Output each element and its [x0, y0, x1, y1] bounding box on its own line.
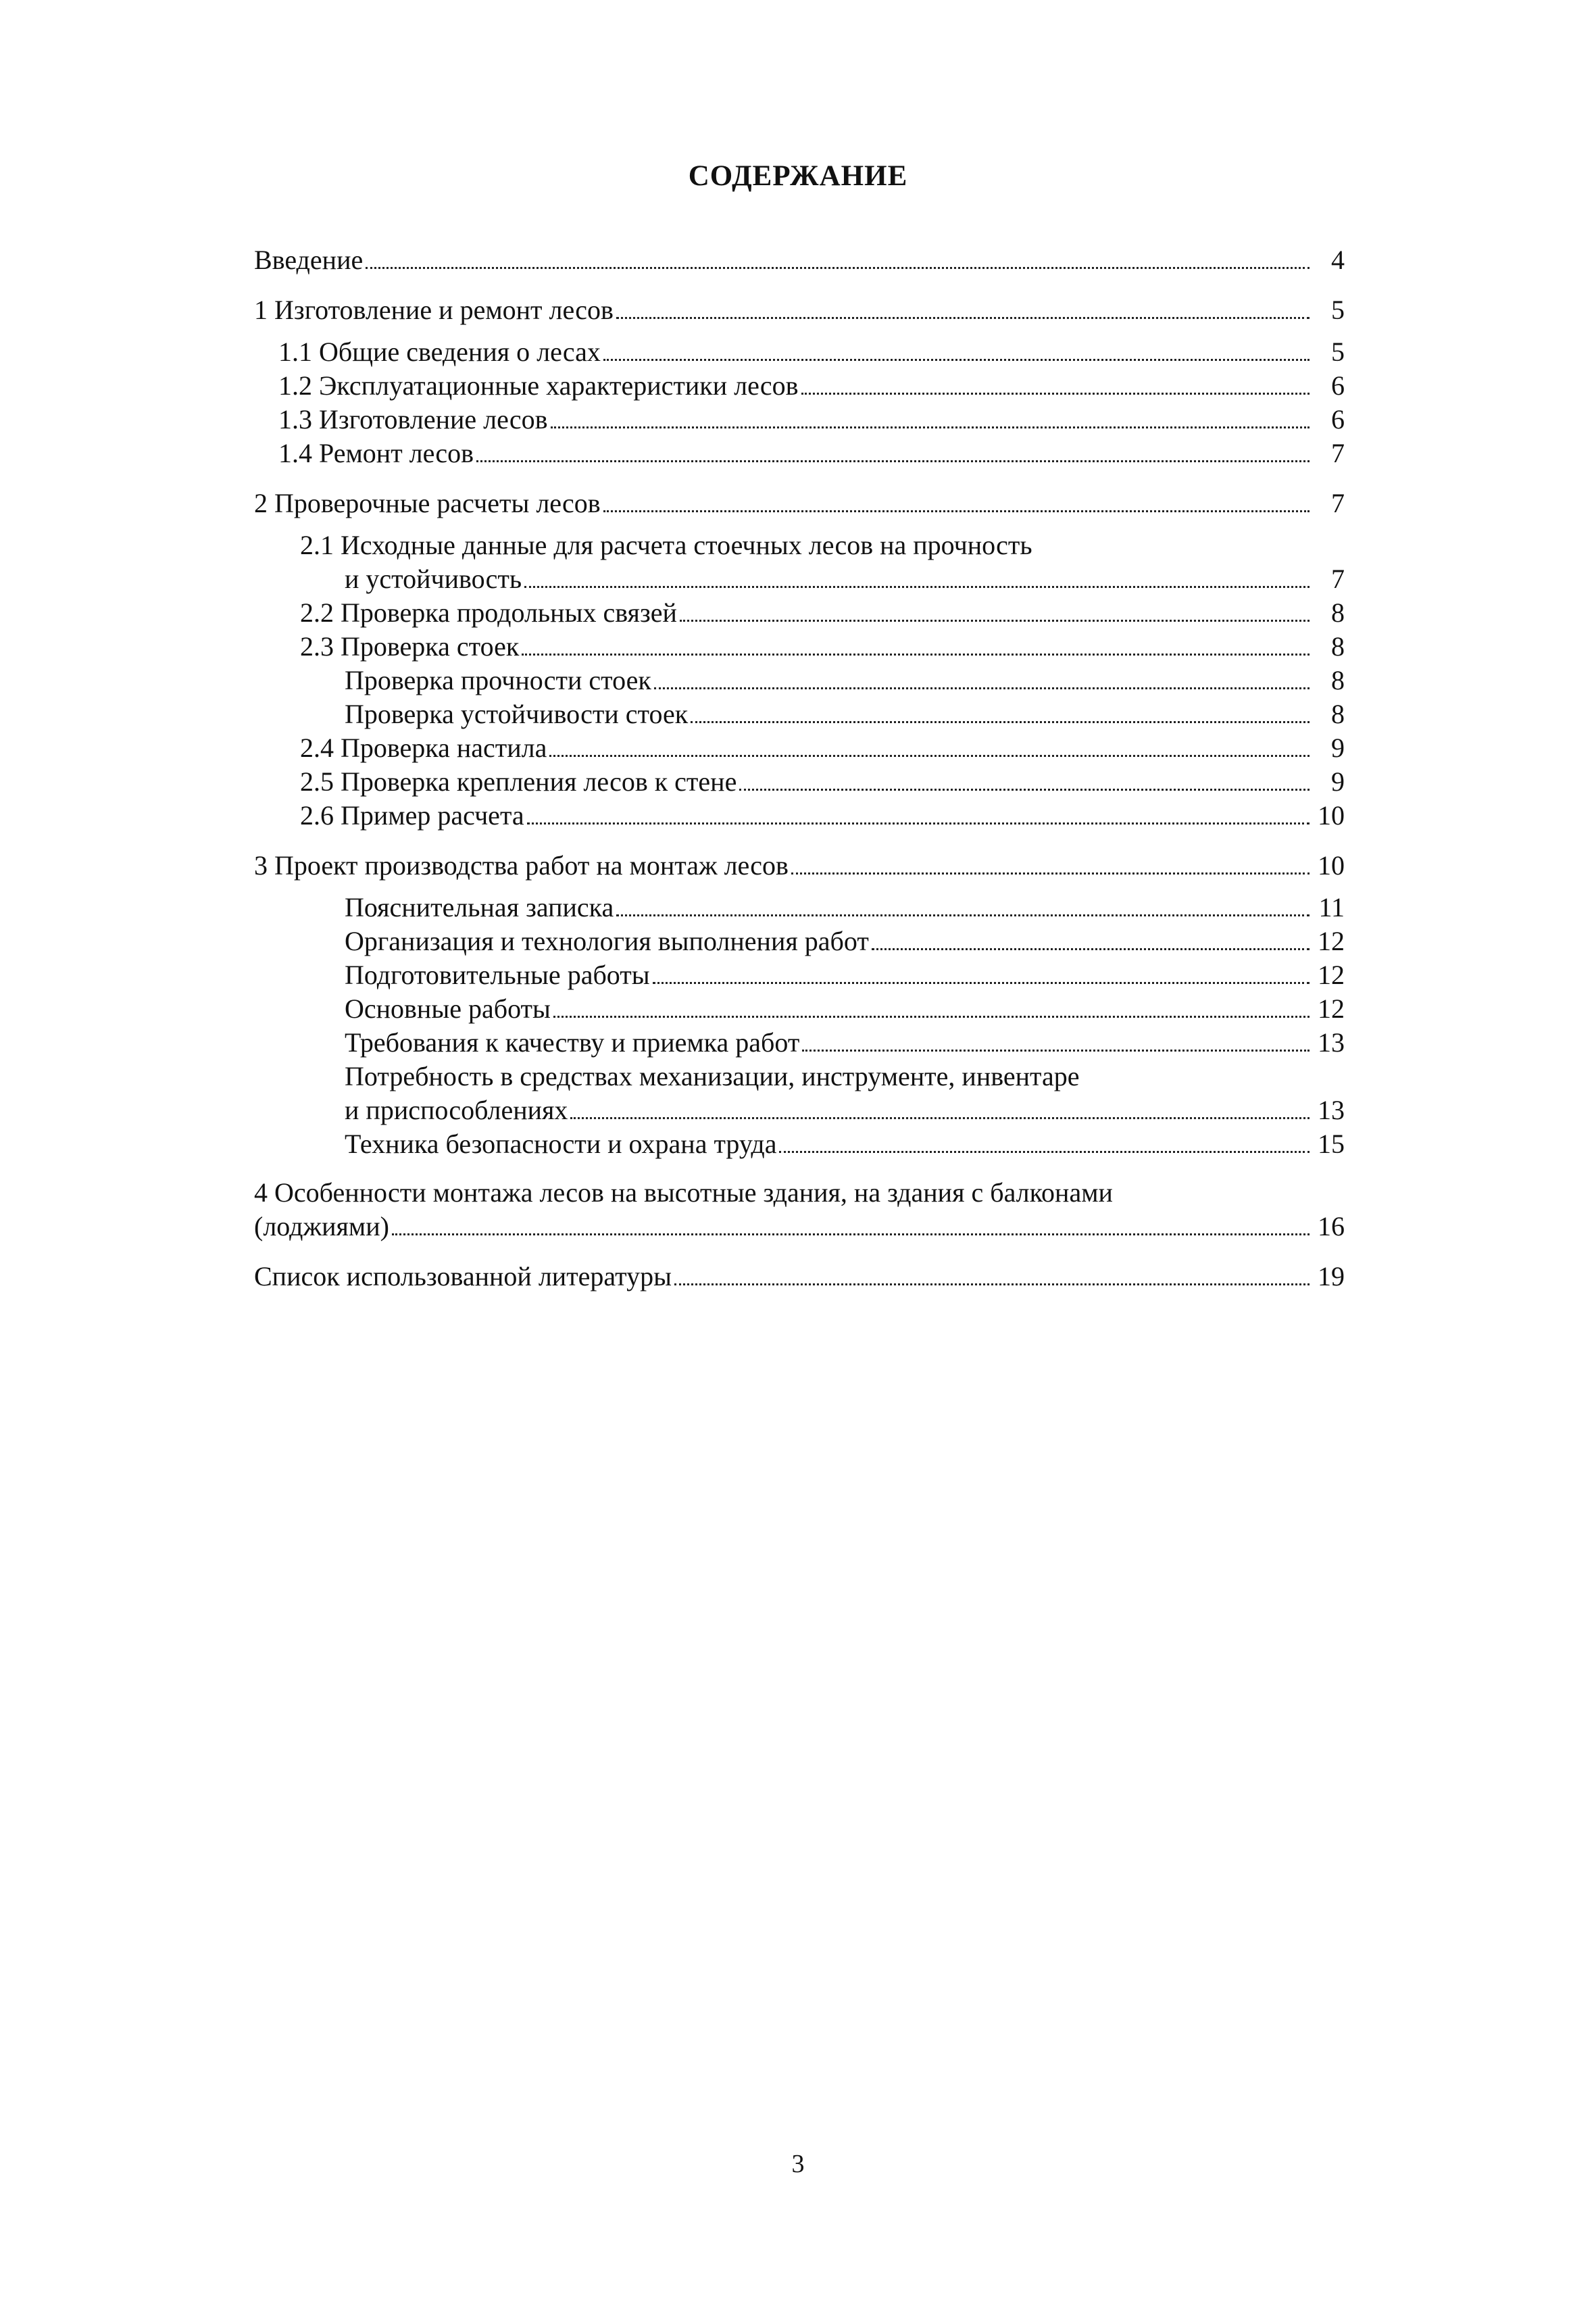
leader-dots: [553, 1016, 1310, 1018]
toc-entry[interactable]: [0, 992, 1345, 1026]
leader-dots: [366, 267, 1310, 269]
toc-entry-label: Основные работы: [345, 993, 551, 1024]
toc-entry-page: 13: [1318, 1095, 1345, 1125]
toc-entry-page: 6: [1331, 370, 1345, 401]
toc-entry-page: 9: [1331, 733, 1345, 763]
toc-entry[interactable]: [0, 697, 1345, 731]
toc-entry-page: 4: [1331, 245, 1345, 275]
leader-dots: [691, 721, 1310, 723]
toc-entry-page: 12: [1318, 926, 1345, 956]
toc-entry-page: 12: [1318, 960, 1345, 990]
toc-entry[interactable]: [0, 630, 1345, 664]
toc-entry-page: 7: [1331, 564, 1345, 594]
leader-dots: [549, 755, 1310, 757]
toc-entry-page: 8: [1331, 665, 1345, 695]
leader-dots: [392, 1233, 1310, 1235]
toc-entry-page: 16: [1318, 1211, 1345, 1241]
toc-entry-page: 5: [1331, 295, 1345, 325]
toc-entry-label: 1.1 Общие сведения о лесах: [278, 337, 601, 367]
toc-entry-label: 2 Проверочные расчеты лесов: [254, 488, 601, 518]
leader-dots: [791, 872, 1310, 875]
toc-entry-page: 8: [1331, 699, 1345, 729]
toc-entry[interactable]: [0, 1176, 1345, 1244]
toc-entry[interactable]: [0, 799, 1345, 833]
page-number: 3: [791, 2150, 805, 2178]
leader-dots: [616, 914, 1310, 916]
toc-entry-page: 15: [1318, 1129, 1345, 1159]
leader-dots: [802, 1050, 1310, 1052]
toc-entry-label: 2.3 Проверка стоек: [300, 631, 520, 662]
toc-entry-page: 10: [1318, 850, 1345, 881]
toc-entry-label: Проверка прочности стоек: [345, 665, 651, 695]
toc-entry-page: 11: [1318, 892, 1345, 922]
toc-entry-label: Организация и технология выполнения работ: [345, 926, 869, 956]
leader-dots: [524, 586, 1310, 588]
toc-entry[interactable]: [0, 335, 1345, 369]
page-title: СОДЕРЖАНИЕ: [688, 160, 908, 192]
toc-entry[interactable]: [0, 596, 1345, 630]
toc-entry-label: Пояснительная записка: [345, 892, 614, 922]
leader-dots: [476, 460, 1310, 462]
toc-entry[interactable]: [0, 849, 1345, 883]
toc-entry-label: 1 Изготовление и ремонт лесов: [254, 295, 614, 325]
leader-dots: [674, 1283, 1310, 1285]
toc-entry[interactable]: [0, 1127, 1345, 1161]
toc-entry-page: 7: [1331, 488, 1345, 518]
toc-entry[interactable]: [0, 731, 1345, 765]
toc-entry[interactable]: [0, 1060, 1345, 1127]
leader-dots: [801, 393, 1310, 395]
toc-entry-page: 9: [1331, 766, 1345, 797]
toc-entry[interactable]: [0, 765, 1345, 799]
toc-entry-label: (лоджиями): [254, 1211, 389, 1241]
toc-entry-label: 3 Проект производства работ на монтаж лесов: [254, 850, 789, 881]
toc-entry[interactable]: [0, 925, 1345, 958]
toc-entry-page: 5: [1331, 337, 1345, 367]
leader-dots: [779, 1151, 1310, 1153]
toc-entry-label: 1.3 Изготовление лесов: [278, 404, 548, 435]
toc-entry[interactable]: [0, 369, 1345, 403]
leader-dots: [739, 789, 1310, 791]
toc-entry-label: Техника безопасности и охрана труда: [345, 1129, 777, 1159]
toc-entry-label-line1: Потребность в средствах механизации, инструменте, инвентаре: [345, 1061, 1080, 1091]
toc-entry[interactable]: [0, 403, 1345, 437]
toc-entry-page: 7: [1331, 438, 1345, 468]
toc-entry-label: Требования к качеству и приемка работ: [345, 1027, 800, 1058]
toc-entry-label: и приспособлениях: [345, 1095, 568, 1125]
toc-entry-page: 6: [1331, 404, 1345, 435]
toc-entry-page: 8: [1331, 597, 1345, 628]
toc-entry[interactable]: [0, 293, 1345, 327]
toc-entry-label: 1.2 Эксплуатационные характеристики лесов: [278, 370, 799, 401]
leader-dots: [522, 654, 1310, 656]
toc-entry[interactable]: [0, 664, 1345, 697]
leader-dots: [680, 620, 1310, 622]
toc-entry-label: и устойчивость: [345, 564, 522, 594]
leader-dots: [527, 822, 1310, 824]
toc-entry[interactable]: [0, 1260, 1345, 1294]
leader-dots: [653, 982, 1310, 984]
toc-entry-page: 10: [1318, 800, 1345, 831]
toc-entry-label: Подготовительные работы: [345, 960, 650, 990]
toc-entry-label: 2.2 Проверка продольных связей: [300, 597, 677, 628]
toc-entry-label-line1: 4 Особенности монтажа лесов на высотные здания, на здания с балконами: [254, 1177, 1113, 1208]
toc-entry-page: 13: [1318, 1027, 1345, 1058]
toc-entry[interactable]: [0, 1026, 1345, 1060]
toc-entry-label: 1.4 Ремонт лесов: [278, 438, 474, 468]
toc-entry-label: 2.5 Проверка крепления лесов к стене: [300, 766, 737, 797]
toc-entry-label-line1: 2.1 Исходные данные для расчета стоечных лесов на прочность: [300, 530, 1032, 560]
toc-entry[interactable]: [0, 891, 1345, 925]
toc-entry-page: 12: [1318, 993, 1345, 1024]
leader-dots: [603, 359, 1310, 361]
leader-dots: [872, 948, 1310, 950]
toc-entry-label: Введение: [254, 245, 364, 275]
toc-entry-page: 19: [1318, 1261, 1345, 1291]
leader-dots: [616, 317, 1310, 319]
toc-entry-label: Список использованной литературы: [254, 1261, 672, 1291]
leader-dots: [654, 687, 1310, 689]
leader-dots: [603, 510, 1310, 512]
toc-entry[interactable]: [0, 958, 1345, 992]
toc-entry[interactable]: [0, 487, 1345, 520]
leader-dots: [551, 426, 1310, 428]
leader-dots: [570, 1117, 1310, 1119]
toc-entry-label: 2.6 Пример расчета: [300, 800, 524, 831]
toc-entry[interactable]: [0, 243, 1345, 277]
toc-entry[interactable]: [0, 437, 1345, 470]
toc-entry-label: Проверка устойчивости стоек: [345, 699, 689, 729]
toc-entry[interactable]: [0, 528, 1345, 596]
toc-entry-page: 8: [1331, 631, 1345, 662]
toc-entry-label: 2.4 Проверка настила: [300, 733, 547, 763]
